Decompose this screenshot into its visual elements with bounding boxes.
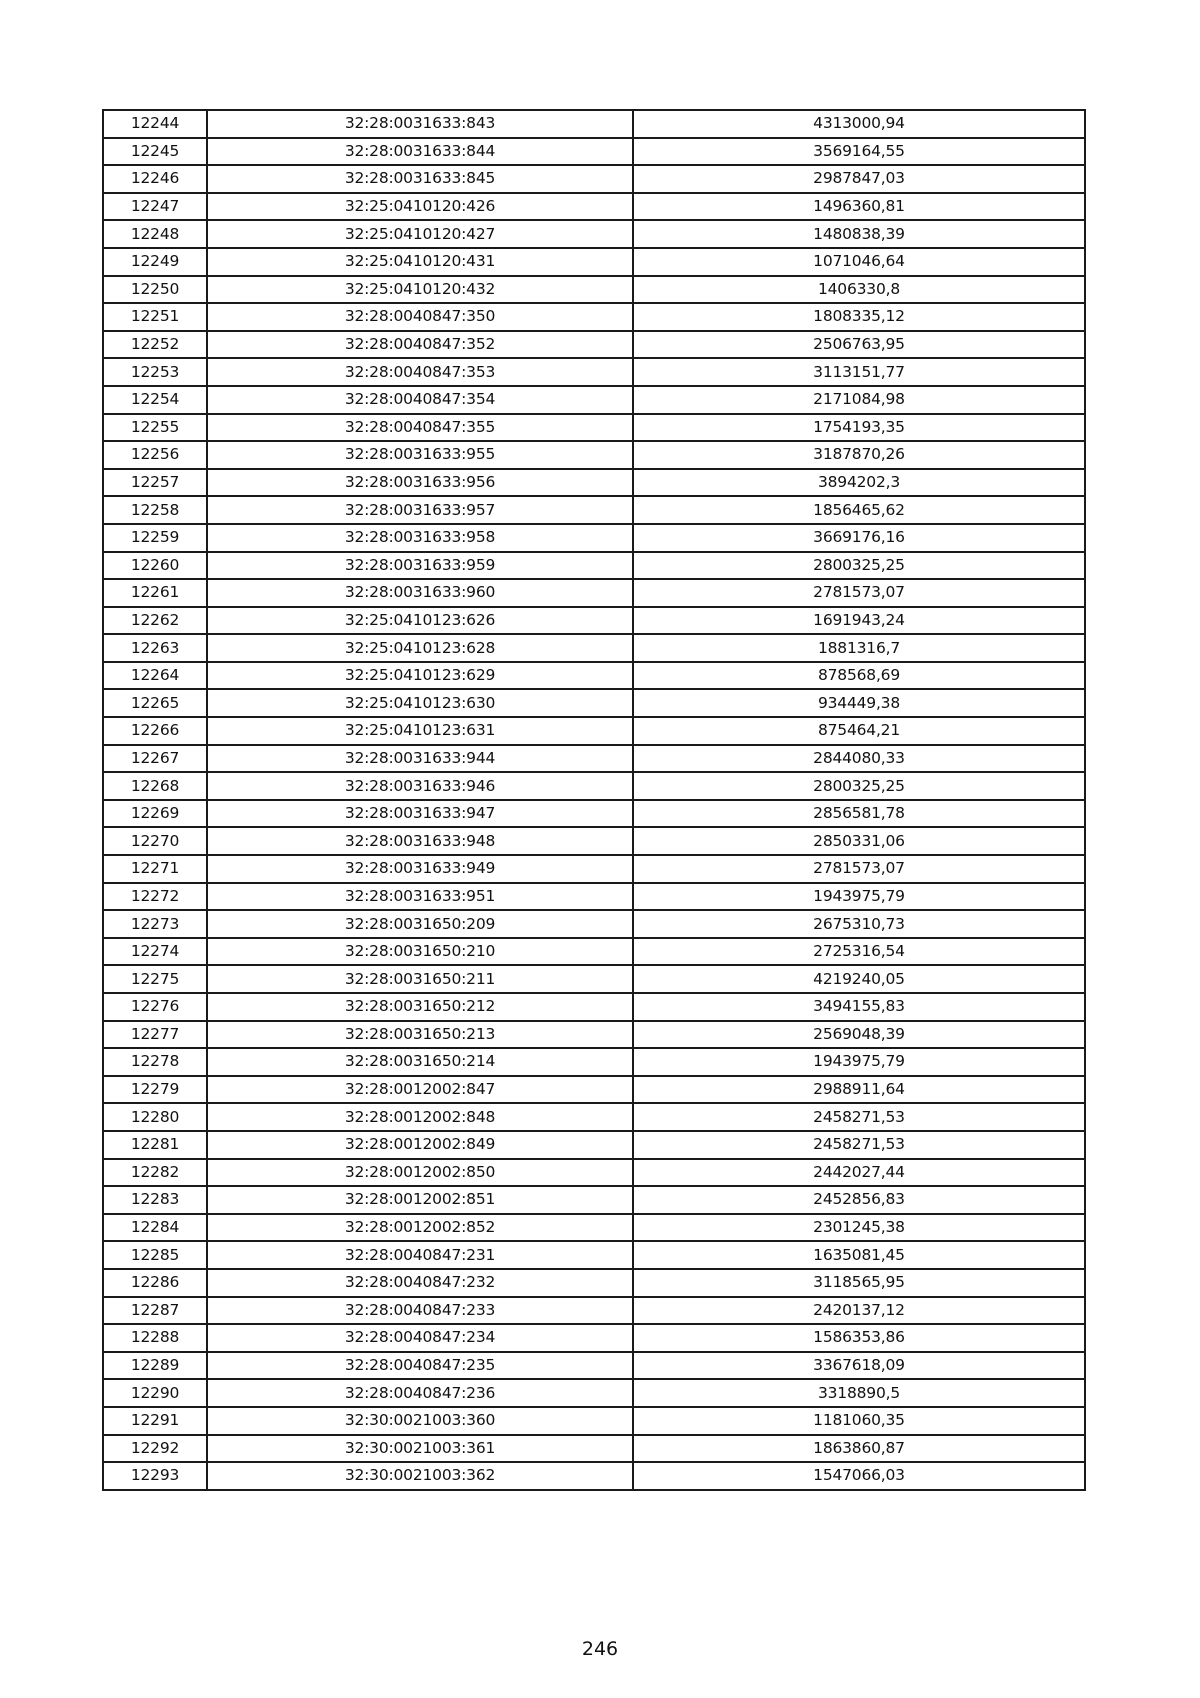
table-row: [103, 386, 1085, 414]
row-number-cell: 12246: [103, 165, 207, 193]
cadastral-number-cell: 32:28:0040847:236: [207, 1379, 633, 1407]
cadastral-number-cell: 32:25:0410123:630: [207, 689, 633, 717]
value-cell: 2987847,03: [633, 165, 1085, 193]
table-row: [103, 634, 1085, 662]
table-row: [103, 220, 1085, 248]
row-number-cell: 12274: [103, 938, 207, 966]
table-row: [103, 1269, 1085, 1297]
row-number-cell: 12247: [103, 193, 207, 221]
table-row: [103, 607, 1085, 635]
row-number-cell: 12275: [103, 965, 207, 993]
cadastral-number-cell: 32:28:0031650:211: [207, 965, 633, 993]
value-cell: 2800325,25: [633, 772, 1085, 800]
table-row: [103, 193, 1085, 221]
table-row: [103, 1021, 1085, 1049]
cadastral-number-cell: 32:25:0410120:426: [207, 193, 633, 221]
value-cell: 2442027,44: [633, 1159, 1085, 1187]
value-cell: 4313000,94: [633, 110, 1085, 138]
cadastral-number-cell: 32:28:0031633:843: [207, 110, 633, 138]
row-number-cell: 12291: [103, 1407, 207, 1435]
table-row: [103, 1241, 1085, 1269]
row-number-cell: 12285: [103, 1241, 207, 1269]
row-number-cell: 12260: [103, 552, 207, 580]
table-row: [103, 1462, 1085, 1490]
row-number-cell: 12256: [103, 441, 207, 469]
row-number-cell: 12284: [103, 1214, 207, 1242]
cadastral-number-cell: 32:28:0031633:959: [207, 552, 633, 580]
cadastral-number-cell: 32:28:0031633:948: [207, 827, 633, 855]
table-row: [103, 552, 1085, 580]
row-number-cell: 12276: [103, 993, 207, 1021]
cadastral-number-cell: 32:28:0031633:957: [207, 496, 633, 524]
value-cell: 2569048,39: [633, 1021, 1085, 1049]
data-table-container: [102, 109, 1084, 1491]
cadastral-number-cell: 32:28:0040847:354: [207, 386, 633, 414]
table-row: [103, 1076, 1085, 1104]
row-number-cell: 12289: [103, 1352, 207, 1380]
value-cell: 2856581,78: [633, 800, 1085, 828]
row-number-cell: 12262: [103, 607, 207, 635]
row-number-cell: 12245: [103, 138, 207, 166]
value-cell: 2301245,38: [633, 1214, 1085, 1242]
row-number-cell: 12268: [103, 772, 207, 800]
cadastral-number-cell: 32:28:0031650:209: [207, 910, 633, 938]
value-cell: 934449,38: [633, 689, 1085, 717]
cadastral-number-cell: 32:25:0410123:631: [207, 717, 633, 745]
row-number-cell: 12293: [103, 1462, 207, 1490]
cadastral-number-cell: 32:28:0031650:210: [207, 938, 633, 966]
row-number-cell: 12278: [103, 1048, 207, 1076]
table-row: [103, 303, 1085, 331]
row-number-cell: 12261: [103, 579, 207, 607]
cadastral-number-cell: 32:28:0040847:231: [207, 1241, 633, 1269]
row-number-cell: 12257: [103, 469, 207, 497]
table-row: [103, 110, 1085, 138]
row-number-cell: 12271: [103, 855, 207, 883]
cadastral-number-cell: 32:28:0031633:956: [207, 469, 633, 497]
row-number-cell: 12290: [103, 1379, 207, 1407]
value-cell: 3494155,83: [633, 993, 1085, 1021]
table-row: [103, 662, 1085, 690]
value-cell: 875464,21: [633, 717, 1085, 745]
row-number-cell: 12254: [103, 386, 207, 414]
value-cell: 2781573,07: [633, 855, 1085, 883]
cadastral-number-cell: 32:28:0040847:233: [207, 1297, 633, 1325]
table-row: [103, 165, 1085, 193]
row-number-cell: 12286: [103, 1269, 207, 1297]
row-number-cell: 12283: [103, 1186, 207, 1214]
row-number-cell: 12265: [103, 689, 207, 717]
table-row: [103, 579, 1085, 607]
table-row: [103, 1435, 1085, 1463]
cadastral-number-cell: 32:28:0031633:845: [207, 165, 633, 193]
cadastral-number-cell: 32:28:0012002:850: [207, 1159, 633, 1187]
value-cell: 1547066,03: [633, 1462, 1085, 1490]
table-row: [103, 1159, 1085, 1187]
row-number-cell: 12288: [103, 1324, 207, 1352]
row-number-cell: 12258: [103, 496, 207, 524]
table-row: [103, 993, 1085, 1021]
row-number-cell: 12251: [103, 303, 207, 331]
value-cell: 2725316,54: [633, 938, 1085, 966]
row-number-cell: 12248: [103, 220, 207, 248]
value-cell: 2458271,53: [633, 1131, 1085, 1159]
row-number-cell: 12252: [103, 331, 207, 359]
row-number-cell: 12287: [103, 1297, 207, 1325]
table-row: [103, 910, 1085, 938]
value-cell: 1586353,86: [633, 1324, 1085, 1352]
table-row: [103, 827, 1085, 855]
table-body: [103, 110, 1085, 1490]
row-number-cell: 12250: [103, 276, 207, 304]
value-cell: 2675310,73: [633, 910, 1085, 938]
table-row: [103, 1352, 1085, 1380]
cadastral-number-cell: 32:28:0040847:353: [207, 358, 633, 386]
table-row: [103, 965, 1085, 993]
table-row: [103, 689, 1085, 717]
cadastral-number-cell: 32:28:0040847:350: [207, 303, 633, 331]
cadastral-number-cell: 32:30:0021003:360: [207, 1407, 633, 1435]
table-row: [103, 358, 1085, 386]
cadastral-number-cell: 32:28:0031633:955: [207, 441, 633, 469]
value-cell: 1480838,39: [633, 220, 1085, 248]
value-cell: 4219240,05: [633, 965, 1085, 993]
value-cell: 1496360,81: [633, 193, 1085, 221]
row-number-cell: 12267: [103, 745, 207, 773]
cadastral-number-cell: 32:28:0031650:213: [207, 1021, 633, 1049]
row-number-cell: 12273: [103, 910, 207, 938]
data-table: [102, 109, 1086, 1491]
value-cell: 1808335,12: [633, 303, 1085, 331]
cadastral-number-cell: 32:25:0410120:427: [207, 220, 633, 248]
cadastral-number-cell: 32:28:0040847:235: [207, 1352, 633, 1380]
value-cell: 2458271,53: [633, 1103, 1085, 1131]
cadastral-number-cell: 32:28:0040847:234: [207, 1324, 633, 1352]
cadastral-number-cell: 32:25:0410123:628: [207, 634, 633, 662]
table-row: [103, 745, 1085, 773]
cadastral-number-cell: 32:28:0031633:951: [207, 883, 633, 911]
page-number: 246: [581, 1638, 619, 1660]
value-cell: 1863860,87: [633, 1435, 1085, 1463]
value-cell: 3569164,55: [633, 138, 1085, 166]
row-number-cell: 12264: [103, 662, 207, 690]
table-row: [103, 524, 1085, 552]
value-cell: 3894202,3: [633, 469, 1085, 497]
value-cell: 1943975,79: [633, 883, 1085, 911]
table-row: [103, 938, 1085, 966]
cadastral-number-cell: 32:28:0031633:946: [207, 772, 633, 800]
value-cell: 1071046,64: [633, 248, 1085, 276]
row-number-cell: 12279: [103, 1076, 207, 1104]
row-number-cell: 12277: [103, 1021, 207, 1049]
value-cell: 1754193,35: [633, 414, 1085, 442]
table-row: [103, 1407, 1085, 1435]
value-cell: 3118565,95: [633, 1269, 1085, 1297]
row-number-cell: 12255: [103, 414, 207, 442]
value-cell: 3318890,5: [633, 1379, 1085, 1407]
value-cell: 3187870,26: [633, 441, 1085, 469]
table-row: [103, 855, 1085, 883]
cadastral-number-cell: 32:28:0040847:355: [207, 414, 633, 442]
cadastral-number-cell: 32:28:0031633:947: [207, 800, 633, 828]
value-cell: 3367618,09: [633, 1352, 1085, 1380]
cadastral-number-cell: 32:28:0012002:847: [207, 1076, 633, 1104]
table-row: [103, 496, 1085, 524]
cadastral-number-cell: 32:30:0021003:362: [207, 1462, 633, 1490]
value-cell: 3669176,16: [633, 524, 1085, 552]
table-row: [103, 1297, 1085, 1325]
table-row: [103, 1324, 1085, 1352]
cadastral-number-cell: 32:28:0012002:851: [207, 1186, 633, 1214]
cadastral-number-cell: 32:28:0031633:844: [207, 138, 633, 166]
table-row: [103, 717, 1085, 745]
row-number-cell: 12259: [103, 524, 207, 552]
table-row: [103, 883, 1085, 911]
table-row: [103, 441, 1085, 469]
value-cell: 2988911,64: [633, 1076, 1085, 1104]
table-row: [103, 248, 1085, 276]
cadastral-number-cell: 32:28:0012002:849: [207, 1131, 633, 1159]
value-cell: 3113151,77: [633, 358, 1085, 386]
value-cell: 1881316,7: [633, 634, 1085, 662]
cadastral-number-cell: 32:28:0012002:848: [207, 1103, 633, 1131]
cadastral-number-cell: 32:28:0040847:232: [207, 1269, 633, 1297]
value-cell: 2850331,06: [633, 827, 1085, 855]
cadastral-number-cell: 32:28:0031650:214: [207, 1048, 633, 1076]
table-row: [103, 1048, 1085, 1076]
table-row: [103, 1379, 1085, 1407]
cadastral-number-cell: 32:28:0012002:852: [207, 1214, 633, 1242]
row-number-cell: 12269: [103, 800, 207, 828]
value-cell: 2452856,83: [633, 1186, 1085, 1214]
row-number-cell: 12270: [103, 827, 207, 855]
table-row: [103, 138, 1085, 166]
row-number-cell: 12281: [103, 1131, 207, 1159]
cadastral-number-cell: 32:25:0410120:432: [207, 276, 633, 304]
cadastral-number-cell: 32:28:0031633:958: [207, 524, 633, 552]
table-row: [103, 1131, 1085, 1159]
table-row: [103, 276, 1085, 304]
table-row: [103, 331, 1085, 359]
table-row: [103, 772, 1085, 800]
cadastral-number-cell: 32:28:0031633:949: [207, 855, 633, 883]
value-cell: 1406330,8: [633, 276, 1085, 304]
value-cell: 1635081,45: [633, 1241, 1085, 1269]
row-number-cell: 12282: [103, 1159, 207, 1187]
cadastral-number-cell: 32:25:0410123:629: [207, 662, 633, 690]
table-row: [103, 1103, 1085, 1131]
cadastral-number-cell: 32:25:0410123:626: [207, 607, 633, 635]
cadastral-number-cell: 32:28:0031633:960: [207, 579, 633, 607]
value-cell: 2420137,12: [633, 1297, 1085, 1325]
table-row: [103, 1186, 1085, 1214]
value-cell: 2506763,95: [633, 331, 1085, 359]
row-number-cell: 12272: [103, 883, 207, 911]
table-row: [103, 1214, 1085, 1242]
value-cell: 1943975,79: [633, 1048, 1085, 1076]
row-number-cell: 12280: [103, 1103, 207, 1131]
row-number-cell: 12253: [103, 358, 207, 386]
value-cell: 2844080,33: [633, 745, 1085, 773]
value-cell: 1856465,62: [633, 496, 1085, 524]
value-cell: 2171084,98: [633, 386, 1085, 414]
table-row: [103, 414, 1085, 442]
row-number-cell: 12292: [103, 1435, 207, 1463]
cadastral-number-cell: 32:28:0040847:352: [207, 331, 633, 359]
cadastral-number-cell: 32:25:0410120:431: [207, 248, 633, 276]
value-cell: 2800325,25: [633, 552, 1085, 580]
row-number-cell: 12244: [103, 110, 207, 138]
table-row: [103, 469, 1085, 497]
value-cell: 1691943,24: [633, 607, 1085, 635]
cadastral-number-cell: 32:28:0031650:212: [207, 993, 633, 1021]
value-cell: 1181060,35: [633, 1407, 1085, 1435]
row-number-cell: 12263: [103, 634, 207, 662]
cadastral-number-cell: 32:30:0021003:361: [207, 1435, 633, 1463]
value-cell: 2781573,07: [633, 579, 1085, 607]
table-row: [103, 800, 1085, 828]
row-number-cell: 12249: [103, 248, 207, 276]
cadastral-number-cell: 32:28:0031633:944: [207, 745, 633, 773]
value-cell: 878568,69: [633, 662, 1085, 690]
row-number-cell: 12266: [103, 717, 207, 745]
